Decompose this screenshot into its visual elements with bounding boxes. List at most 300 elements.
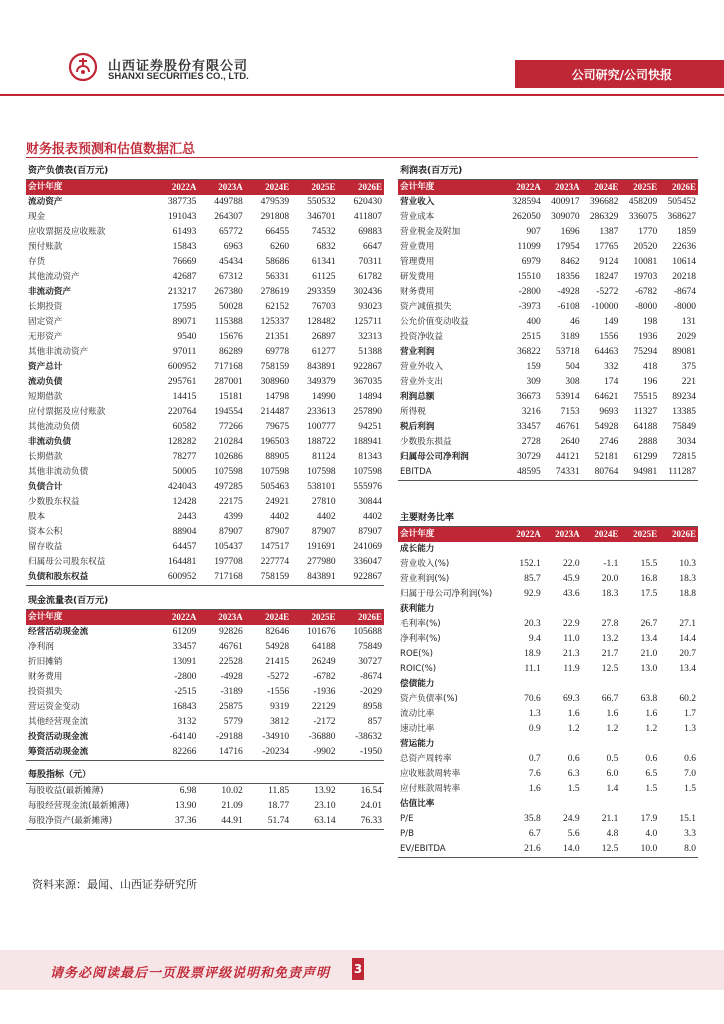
row-value: 72815 — [672, 452, 696, 462]
table-row — [398, 542, 698, 557]
row-value: 505463 — [260, 482, 290, 492]
row-value: 277980 — [307, 557, 336, 567]
header-label: 会计年度 — [26, 180, 152, 196]
row-value: 233613 — [307, 407, 336, 417]
row-label: 应付账款周转率 — [400, 783, 461, 794]
footer-disclaimer: 请务必阅读最后一页股票评级说明和免责声明 — [50, 966, 331, 981]
row-value: 64188 — [633, 422, 658, 432]
row-value: 2746 — [599, 437, 619, 447]
row-value: 1.6 — [567, 708, 580, 719]
table-caption-row — [26, 164, 384, 180]
header-year: 2023A — [198, 609, 244, 625]
row-value: 538101 — [307, 482, 336, 492]
row-value: 78277 — [172, 452, 197, 462]
row-value: 6647 — [363, 242, 382, 252]
row-value: 97011 — [172, 347, 197, 357]
row-value: 33457 — [517, 422, 541, 432]
section-divider — [26, 157, 698, 158]
table-row — [26, 435, 384, 450]
row-value: 89071 — [172, 317, 197, 327]
row-value: 125337 — [260, 317, 290, 327]
row-value: -3189 — [220, 686, 243, 697]
table-row — [26, 405, 384, 420]
row-value: 152.1 — [519, 558, 541, 569]
row-value: 14798 — [265, 392, 290, 402]
row-value: 14990 — [311, 392, 336, 402]
row-value: 43.6 — [562, 588, 580, 599]
header-year: 2023A — [543, 526, 582, 542]
row-value: 6.0 — [606, 768, 619, 779]
row-value: 61125 — [312, 272, 336, 282]
row-value: 907 — [526, 227, 541, 237]
row-value: 74331 — [543, 465, 582, 481]
row-value: 22636 — [672, 242, 696, 252]
row-value: 308 — [565, 377, 580, 387]
row-label: 获利能力 — [400, 603, 435, 614]
row-value: 64188 — [311, 641, 336, 652]
row-label: 营业收入(%) — [400, 558, 450, 569]
table-row — [26, 730, 384, 745]
row-value: 15.5 — [640, 558, 658, 569]
header-year: 2023A — [198, 180, 244, 196]
table-row — [398, 210, 698, 225]
table-row — [26, 685, 384, 700]
table-row — [398, 300, 698, 315]
row-value: 77266 — [219, 422, 243, 432]
row-value: 1.4 — [606, 783, 619, 794]
table-caption: 资产负债表(百万元) — [26, 164, 384, 180]
table-caption-row — [398, 511, 698, 527]
row-label: 资产总计 — [28, 362, 63, 372]
row-value: -29188 — [215, 731, 243, 742]
row-value: 48595 — [504, 465, 543, 481]
row-value: 8958 — [363, 701, 382, 712]
row-value: 2728 — [521, 437, 541, 447]
row-value: 13.90 — [175, 801, 197, 811]
row-value: 60.2 — [679, 693, 696, 704]
row-label: 非流动资产 — [28, 287, 71, 297]
row-value: -8674 — [673, 287, 696, 297]
row-value: 1.3 — [528, 708, 541, 719]
row-value: 458209 — [628, 197, 658, 207]
row-label: 利润总额 — [400, 392, 435, 402]
table-caption: 现金流量表(百万元) — [26, 594, 384, 610]
row-value: 758159 — [245, 570, 291, 586]
row-label: 投资净收益 — [400, 332, 443, 342]
row-value: 27.1 — [679, 618, 696, 629]
header-year: 2022A — [504, 180, 543, 196]
row-value: 64621 — [594, 392, 619, 402]
row-value: 102686 — [214, 452, 243, 462]
row-value: 3034 — [677, 437, 696, 447]
row-value: 4.8 — [606, 828, 619, 839]
row-value: 32313 — [358, 332, 382, 342]
row-label: 应收票据及应收账款 — [28, 227, 106, 237]
row-value: 82646 — [265, 626, 290, 637]
row-value: 17.5 — [640, 588, 658, 599]
table-row — [398, 285, 698, 300]
row-value: 1.6 — [528, 783, 541, 794]
header-year: 2025E — [620, 526, 659, 542]
header-year: 2024E — [245, 609, 291, 625]
row-value: 64463 — [594, 347, 619, 357]
row-value: -4928 — [220, 671, 243, 682]
row-label: 所得税 — [400, 407, 426, 417]
row-value: -2800 — [518, 287, 541, 297]
header-year: 2026E — [338, 180, 384, 196]
table-row — [26, 210, 384, 225]
row-value: 3812 — [270, 716, 290, 727]
row-value: 7153 — [560, 407, 580, 417]
table-row — [398, 722, 698, 737]
row-value: 18.77 — [267, 801, 290, 811]
row-label: 长期借款 — [28, 452, 63, 462]
row-label: 其他流动负债 — [28, 422, 80, 432]
row-value: 159 — [526, 362, 541, 372]
row-value: -36880 — [308, 731, 336, 742]
row-value: 396682 — [589, 197, 619, 207]
row-value: 213217 — [167, 287, 197, 297]
row-label: 财务费用 — [28, 671, 63, 682]
row-value: 14.0 — [543, 842, 582, 858]
row-value: -64140 — [169, 731, 197, 742]
row-value: 9.4 — [528, 633, 541, 644]
row-label: 营业成本 — [400, 212, 435, 222]
row-value: 1387 — [599, 227, 619, 237]
row-value: 128282 — [167, 437, 197, 447]
row-value: 18.9 — [524, 648, 541, 659]
row-value — [620, 737, 659, 752]
row-value: 400917 — [551, 197, 580, 207]
row-value: 0.5 — [606, 753, 619, 764]
row-value: 107598 — [353, 467, 382, 477]
row-value: 19703 — [633, 272, 658, 282]
row-value: 349379 — [307, 377, 336, 387]
row-value: 79675 — [265, 422, 290, 432]
row-value: 44121 — [555, 452, 580, 462]
row-value: 0.6 — [684, 753, 696, 764]
row-value: 5.6 — [567, 828, 580, 839]
row-value: 13.92 — [314, 786, 336, 796]
header-label: 会计年度 — [26, 609, 152, 625]
row-value: 241069 — [353, 542, 382, 552]
row-value: 0.6 — [645, 753, 658, 764]
row-label: 营业利润 — [400, 347, 435, 357]
row-value: 26.7 — [640, 618, 658, 629]
row-value: 21.6 — [504, 842, 543, 858]
row-value: 36673 — [517, 392, 541, 402]
table-row — [26, 510, 384, 525]
row-value: 1770 — [638, 227, 658, 237]
row-value: -3973 — [518, 302, 541, 312]
row-value: 1.7 — [684, 708, 696, 719]
row-value: 196503 — [260, 437, 290, 447]
table-row — [398, 707, 698, 722]
row-value: 2443 — [177, 512, 197, 522]
row-value: 1936 — [638, 332, 658, 342]
row-label: 资本公积 — [28, 527, 63, 537]
row-value: 3132 — [177, 716, 197, 727]
row-value: 4402 — [363, 512, 382, 522]
table-header-row — [398, 180, 698, 196]
row-value: 82266 — [152, 745, 198, 761]
row-label: 营运资金变动 — [28, 701, 80, 712]
row-value: 309070 — [551, 212, 580, 222]
row-label: 经营活动现金流 — [28, 626, 89, 637]
row-value: 9540 — [177, 332, 197, 342]
table-row — [26, 480, 384, 495]
row-value: 387735 — [167, 197, 197, 207]
row-value: 61299 — [633, 452, 658, 462]
header-year: 2023A — [543, 180, 582, 196]
row-value: 479539 — [260, 197, 290, 207]
table-row — [26, 495, 384, 510]
table-row — [398, 767, 698, 782]
table-row — [26, 270, 384, 285]
row-value: 131 — [681, 317, 696, 327]
table-row — [26, 540, 384, 555]
row-value: 30729 — [517, 452, 541, 462]
row-label: 归属于母公司净利润(%) — [400, 588, 493, 599]
row-value: 9693 — [599, 407, 619, 417]
row-value: 1.6 — [645, 708, 658, 719]
row-value: 6963 — [223, 242, 243, 252]
row-value: 220764 — [167, 407, 197, 417]
row-label: 净利润 — [28, 641, 54, 652]
row-value: 64457 — [172, 542, 197, 552]
header-year: 2025E — [620, 180, 659, 196]
row-value: 758159 — [260, 362, 290, 372]
row-value — [504, 542, 543, 557]
row-value: 13.0 — [640, 663, 658, 674]
company-logo-icon — [68, 52, 98, 82]
row-value: 20.7 — [679, 648, 696, 659]
row-value: -2515 — [174, 686, 197, 697]
row-label: 固定资产 — [28, 317, 63, 327]
row-value: 13.4 — [679, 663, 696, 674]
table-row — [398, 195, 698, 210]
row-value: 18356 — [555, 272, 580, 282]
row-label: EBITDA — [398, 465, 504, 481]
row-value: 61341 — [311, 257, 336, 267]
row-value: -38632 — [355, 731, 382, 742]
row-value: 1.5 — [684, 783, 696, 794]
row-value — [620, 542, 659, 557]
table-row — [398, 345, 698, 360]
row-label: 股本 — [28, 512, 46, 522]
table-caption: 每股指标（元） — [26, 768, 384, 784]
row-value: 3.3 — [684, 828, 696, 839]
row-value: 44.91 — [198, 814, 244, 830]
row-value: 497285 — [214, 482, 243, 492]
row-value: -20234 — [245, 745, 291, 761]
row-value: 5779 — [223, 716, 243, 727]
row-value: 2029 — [677, 332, 696, 342]
row-value: 76703 — [311, 302, 336, 312]
row-value: -8000 — [635, 302, 658, 312]
row-label: 估值比率 — [400, 798, 435, 809]
row-value: -8674 — [359, 671, 382, 682]
row-value: 257890 — [353, 407, 382, 417]
row-value: 107598 — [214, 467, 243, 477]
row-value: 50005 — [172, 467, 197, 477]
table-row — [26, 745, 384, 761]
row-value: 13.2 — [601, 633, 619, 644]
row-value: 10.0 — [620, 842, 659, 858]
row-value: 309 — [526, 377, 541, 387]
row-value — [620, 602, 659, 617]
table-caption-row — [26, 768, 384, 784]
row-label: 其他流动资产 — [28, 272, 80, 282]
row-value: -6782 — [635, 287, 658, 297]
table-row — [398, 662, 698, 677]
row-value: 87907 — [219, 527, 243, 537]
row-value: 424043 — [167, 482, 197, 492]
row-label: 无形资产 — [28, 332, 63, 342]
row-value: 23.10 — [314, 801, 336, 811]
report-category: 公司研究/公司快报 — [571, 68, 672, 82]
row-label: 存货 — [28, 257, 46, 267]
row-value: -1936 — [313, 686, 336, 697]
row-value: 69.3 — [562, 693, 580, 704]
row-value: 17.9 — [640, 813, 658, 824]
table-row — [26, 345, 384, 360]
row-value: 92826 — [219, 626, 243, 637]
row-value: 1859 — [677, 227, 696, 237]
row-value: 375 — [681, 362, 696, 372]
row-label: 归属母公司净利润 — [400, 452, 469, 462]
row-value: 75849 — [672, 422, 696, 432]
row-value: 101676 — [307, 626, 336, 637]
row-label: 毛利率(%) — [400, 618, 441, 629]
row-value: 3189 — [560, 332, 580, 342]
row-value: 14716 — [198, 745, 244, 761]
row-value: 67312 — [219, 272, 243, 282]
table-header-row — [26, 180, 384, 196]
row-value: 52181 — [594, 452, 619, 462]
row-value: 75515 — [633, 392, 658, 402]
row-value: 87907 — [265, 527, 290, 537]
row-label: 长期投资 — [28, 302, 63, 312]
row-value: 191691 — [307, 542, 336, 552]
row-value: 89081 — [672, 347, 696, 357]
row-value: 13.4 — [640, 633, 658, 644]
table-row — [26, 525, 384, 540]
row-label: ROIC(%) — [400, 663, 437, 674]
header-year: 2022A — [152, 180, 198, 196]
row-value: 24921 — [265, 497, 290, 507]
row-value: 16.8 — [640, 573, 658, 584]
row-value: 21351 — [265, 332, 290, 342]
row-value: -2029 — [359, 686, 382, 697]
header-year: 2025E — [291, 180, 337, 196]
row-value: 61209 — [172, 626, 197, 637]
row-value: 21.3 — [562, 648, 580, 659]
row-value: 60582 — [172, 422, 197, 432]
header-year: 2025E — [291, 609, 337, 625]
row-value: 1556 — [599, 332, 619, 342]
header-year: 2022A — [504, 526, 543, 542]
row-value: 188722 — [307, 437, 336, 447]
table-row — [26, 700, 384, 715]
header-year: 2024E — [582, 180, 621, 196]
row-value: 76669 — [172, 257, 197, 267]
row-value: 332 — [604, 362, 619, 372]
row-value: 6979 — [521, 257, 541, 267]
row-value: 81343 — [358, 452, 382, 462]
row-label: 营业税金及附加 — [400, 227, 461, 237]
row-value: 555976 — [353, 482, 382, 492]
table-row — [26, 330, 384, 345]
row-value: -2172 — [313, 716, 336, 727]
table-caption: 主要财务比率 — [398, 511, 698, 527]
table-row — [26, 555, 384, 570]
row-value — [504, 677, 543, 692]
row-label: 少数股东权益 — [28, 497, 80, 507]
table-row — [398, 557, 698, 572]
row-value: 857 — [367, 716, 382, 727]
row-value: 1.2 — [645, 723, 658, 734]
table-row — [398, 602, 698, 617]
table-row — [398, 420, 698, 435]
row-value: 54928 — [265, 641, 290, 652]
row-value: 22175 — [219, 497, 243, 507]
row-value: 88904 — [172, 527, 197, 537]
row-label: 资产负债率(%) — [400, 693, 458, 704]
row-value: 13091 — [172, 656, 197, 667]
row-value: 10081 — [633, 257, 658, 267]
row-label: 营业费用 — [400, 242, 435, 252]
row-value: 92.9 — [524, 588, 541, 599]
table-header-row — [398, 526, 698, 542]
table-row — [398, 677, 698, 692]
row-value: 188941 — [353, 437, 382, 447]
row-value: 7.6 — [528, 768, 541, 779]
row-value: 504 — [565, 362, 580, 372]
row-value: 74532 — [311, 227, 336, 237]
table-row — [26, 715, 384, 730]
table-row — [398, 587, 698, 602]
row-value: 0.7 — [528, 753, 541, 764]
row-value: 1.2 — [567, 723, 580, 734]
table-row — [398, 270, 698, 285]
row-value: 75294 — [633, 347, 658, 357]
table-row — [26, 450, 384, 465]
table-row — [398, 842, 698, 858]
row-label: 总资产周转率 — [400, 753, 452, 764]
row-value: 278619 — [260, 287, 290, 297]
row-value — [582, 797, 621, 812]
row-value: -5272 — [596, 287, 619, 297]
row-label: 每股净资产(最新摊薄) — [26, 814, 152, 830]
row-label: 应付票据及应付账款 — [28, 407, 106, 417]
row-value — [582, 677, 621, 692]
table-row — [398, 782, 698, 797]
table-row — [26, 360, 384, 375]
row-value: 45434 — [219, 257, 243, 267]
header-label: 会计年度 — [398, 526, 504, 542]
row-value: 62152 — [265, 302, 290, 312]
row-value: 16843 — [172, 701, 197, 712]
header-year: 2024E — [245, 180, 291, 196]
row-value: 76.33 — [338, 814, 384, 830]
row-value: 61277 — [311, 347, 336, 357]
row-value: 8.0 — [659, 842, 698, 858]
row-value: 4399 — [223, 512, 243, 522]
row-value: 30844 — [358, 497, 382, 507]
row-value — [543, 737, 582, 752]
row-value: 21.1 — [601, 813, 619, 824]
